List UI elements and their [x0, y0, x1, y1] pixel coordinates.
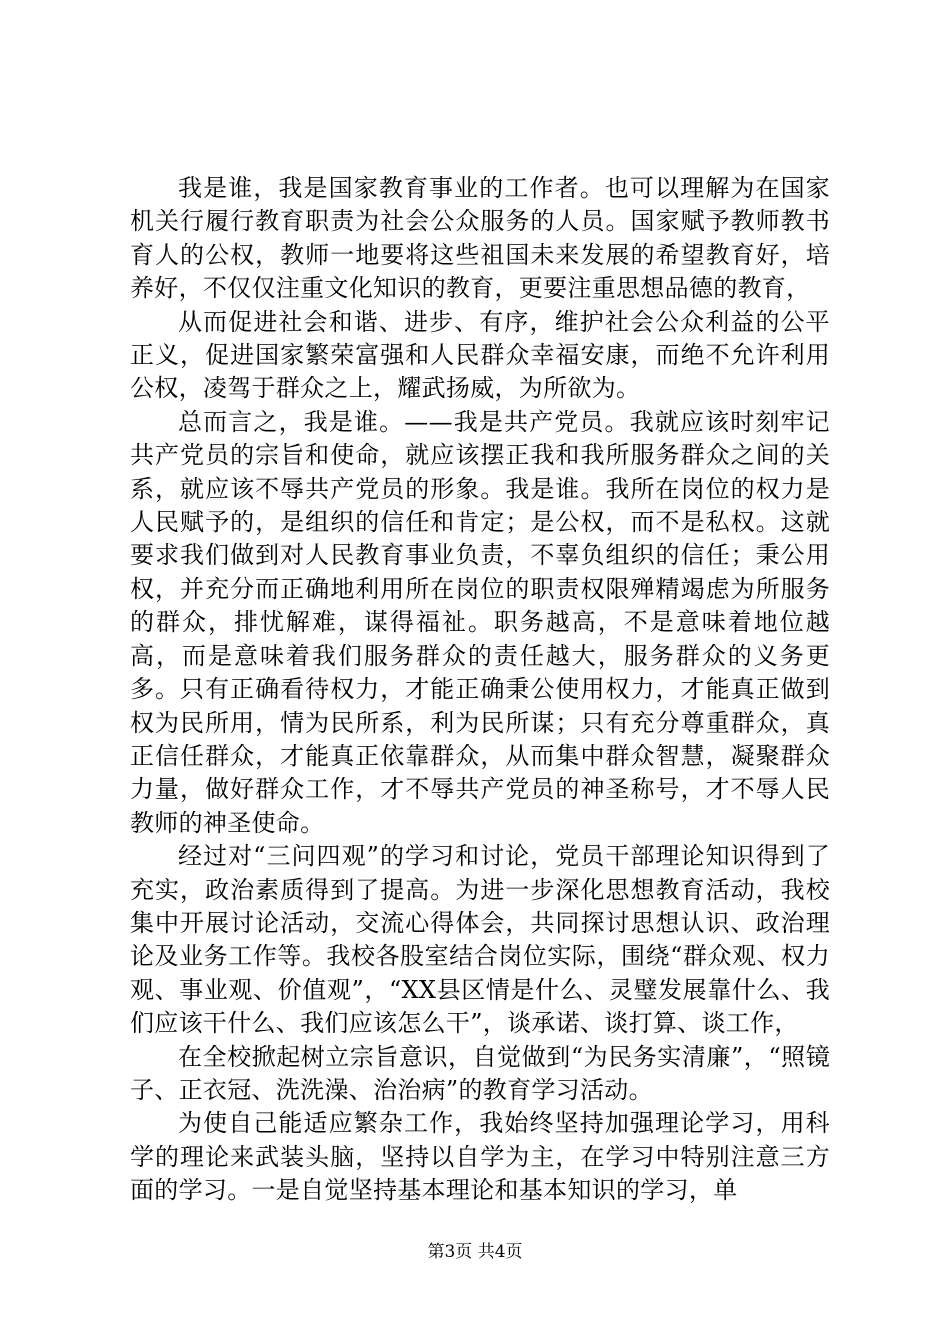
paragraph-5: 在全校掀起树立宗旨意识，自觉做到“为民务实清廉”，“照镜子、正衣冠、洗洗澡、治治病”的教育学习活动。	[130, 1042, 830, 1104]
page-number: 第3页 共4页	[427, 1242, 523, 1262]
paragraph-4: 经过对“三问四观”的学习和讨论，党员干部理论知识得到了充实，政治素质得到了提高。为进一步深化思想教育活动，我校集中开展讨论活动，交流心得体会，共同探讨思想认识、政治理论及业务工作等。我校各股室结合岗位实际，围绕“群众观、权力观、事业观、价值观”，“XX县区情是什么、灵璧发展靠什么、我们应该干什么、我们应该怎么干”，谈承诺、谈打算、谈工作，	[130, 842, 830, 1038]
paragraph-6: 为使自己能适应繁杂工作，我始终坚持加强理论学习，用科学的理论来武装头脑，坚持以自学为主，在学习中特别注意三方面的学习。一是自觉坚持基本理论和基本知识的学习，单	[130, 1109, 830, 1205]
paragraph-2: 从而促进社会和谐、进步、有序，维护社会公众利益的公平正义，促进国家繁荣富强和人民群众幸福安康，而绝不允许利用公权，凌驾于群众之上，耀武扬威，为所欲为。	[130, 307, 830, 403]
document-body	[130, 172, 830, 1208]
paragraph-3: 总而言之，我是谁。——我是共产党员。我就应该时刻牢记共产党员的宗旨和使命，就应该摆正我和我所服务群众之间的关系，就应该不辱共产党员的形象。我是谁。我所在岗位的权力是人民赋予的，是组织的信任和肯定；是公权，而不是私权。这就要求我们做到对人民教育事业负责，不辜负组织的信任；秉公用权，并充分而正确地利用所在岗位的职责权限殚精竭虑为所服务的群众，排忧解难，谋得福祉。职务越高，不是意味着地位越高，而是意味着我们服务群众的责任越大，服务群众的义务更多。只有正确看待权力，才能正确秉公使用权力，才能真正做到权为民所用，情为民所系，利为民所谋；只有充分尊重群众，真正信任群众，才能真正依靠群众，从而集中群众智慧，凝聚群众力量，做好群众工作，才不辱共产党员的神圣称号，才不辱人民教师的神圣使命。	[130, 407, 830, 837]
paragraph-1: 我是谁，我是国家教育事业的工作者。也可以理解为在国家机关行履行教育职责为社会公众服务的人员。国家赋予教师教书育人的公权，教师一地要将这些祖国未来发展的希望教育好，培养好，不仅仅注重文化知识的教育，更要注重思想品德的教育，	[130, 174, 830, 303]
